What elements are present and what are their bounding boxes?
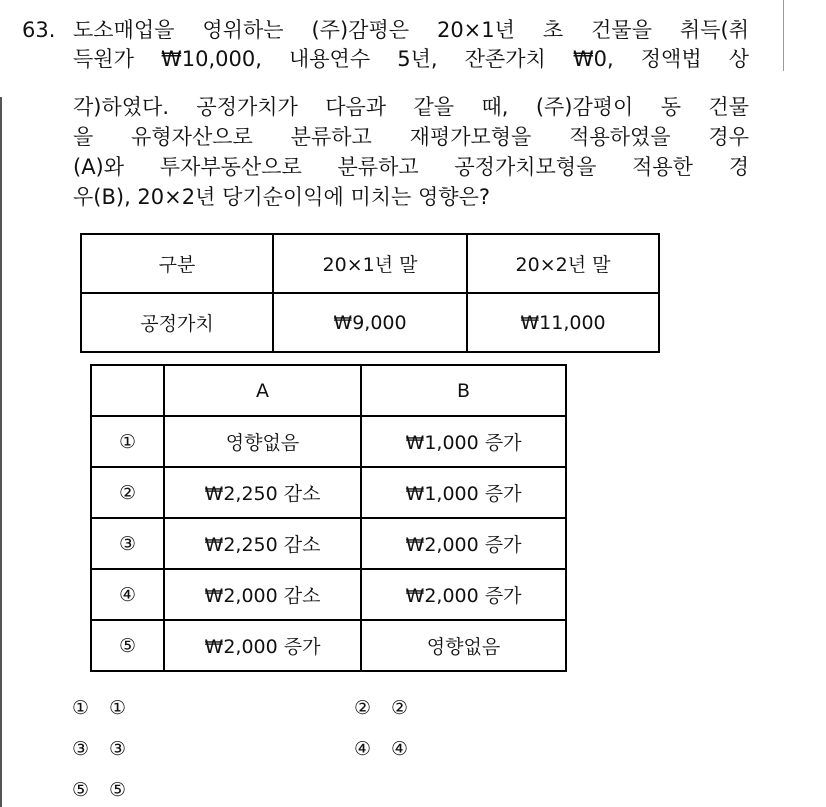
table-cell: ₩11,000 (467, 293, 659, 352)
answer-option-2[interactable] (354, 696, 408, 720)
table-header-row (91, 365, 566, 416)
question-text-line: 득원가 ₩10,000, 내용연수 5년, 잔존가치 ₩0, 정액법 상 (73, 47, 749, 71)
table-header-cell: 20×1년 말 (273, 234, 467, 293)
table-header-cell: 구분 (81, 234, 273, 293)
option-marker: ① (72, 697, 90, 719)
choice-marker-cell: ④ (91, 569, 164, 620)
table-cell: ₩2,250 감소 (164, 467, 361, 518)
question-text-line: (A)와 투자부동산으로 분류하고 공정가치모형을 적용한 경 (73, 155, 749, 179)
choice-marker-cell: ⑤ (91, 620, 164, 671)
page-column-divider-right (783, 0, 784, 71)
table-row (91, 518, 566, 569)
table-header-cell (91, 365, 164, 416)
choice-marker-cell: ① (91, 416, 164, 467)
table-header-cell: A (164, 365, 361, 416)
table-cell: ₩2,250 감소 (164, 518, 361, 569)
question-number: 63. (22, 18, 56, 42)
question-text-line: 우(B), 20×2년 당기순이익에 미치는 영향은? (73, 185, 490, 209)
option-marker: ④ (354, 738, 372, 760)
option-marker: ⑤ (72, 779, 90, 801)
option-label: ④ (391, 738, 409, 760)
option-marker: ③ (72, 738, 90, 760)
table-cell: ₩2,000 증가 (361, 518, 566, 569)
fair-value-table (80, 233, 660, 353)
question-text-line: 도소매업을 영위하는 (주)감평은 20×1년 초 건물을 취득(취 (73, 18, 749, 42)
option-label: ⑤ (109, 779, 127, 801)
table-cell: ₩2,000 감소 (164, 569, 361, 620)
table-row (91, 569, 566, 620)
question-text-line: 을 유형자산으로 분류하고 재평가모형을 적용하였을 경우 (73, 125, 749, 149)
table-cell: ₩1,000 증가 (361, 467, 566, 518)
table-cell: ₩9,000 (273, 293, 467, 352)
table-cell: 영향없음 (361, 620, 566, 671)
page-column-divider-left (0, 97, 2, 807)
answer-option-3[interactable] (72, 737, 126, 761)
table-cell: ₩2,000 증가 (361, 569, 566, 620)
option-label: ① (109, 697, 127, 719)
answer-option-1[interactable] (72, 696, 126, 720)
table-header-cell: B (361, 365, 566, 416)
table-cell: ₩1,000 증가 (361, 416, 566, 467)
option-marker: ② (354, 697, 372, 719)
table-header-row (81, 234, 659, 293)
table-cell: 영향없음 (164, 416, 361, 467)
answer-option-5[interactable] (72, 778, 126, 802)
table-cell: 공정가치 (81, 293, 273, 352)
option-label: ③ (109, 738, 127, 760)
table-row (81, 293, 659, 352)
choices-table (90, 364, 567, 672)
table-row (91, 467, 566, 518)
choice-marker-cell: ③ (91, 518, 164, 569)
table-cell: ₩2,000 증가 (164, 620, 361, 671)
choice-marker-cell: ② (91, 467, 164, 518)
table-row (91, 416, 566, 467)
answer-option-4[interactable] (354, 737, 408, 761)
question-text-line: 각)하였다. 공정가치가 다음과 같을 때, (주)감평이 동 건물 (73, 95, 749, 119)
table-header-cell: 20×2년 말 (467, 234, 659, 293)
table-row (91, 620, 566, 671)
option-label: ② (391, 697, 409, 719)
